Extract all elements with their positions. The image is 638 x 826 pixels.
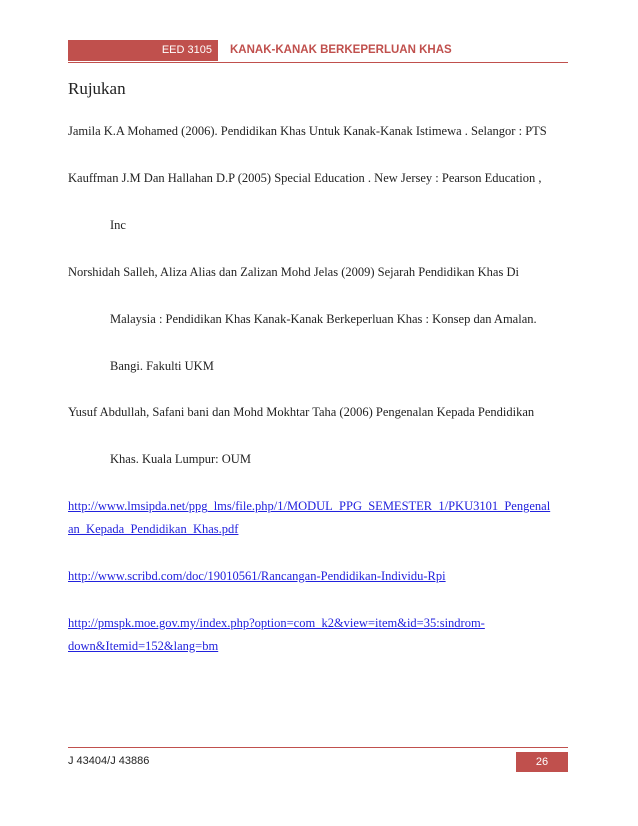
- course-title: KANAK-KANAK BERKEPERLUAN KHAS: [230, 44, 452, 56]
- page-header: [68, 40, 568, 63]
- reference-link[interactable]: down&Itemid=152&lang=bm: [68, 639, 219, 653]
- section-heading: Rujukan: [68, 79, 126, 98]
- page-footer: [68, 747, 568, 774]
- reference-link[interactable]: http://www.scribd.com/doc/19010561/Rancangan-Pendidikan-Individu-Rpi: [68, 569, 446, 583]
- reference-line: Norshidah Salleh, Aliza Alias dan Zalizan Mohd Jelas (2009) Sejarah Pendidikan Khas Di: [68, 265, 519, 279]
- student-ids: J 43404/J 43886: [68, 755, 150, 767]
- reference-line: Jamila K.A Mohamed (2006). Pendidikan Khas Untuk Kanak-Kanak Istimewa . Selangor : PTS: [68, 124, 547, 138]
- reference-line: Inc: [110, 218, 126, 232]
- reference-line: Yusuf Abdullah, Safani bani dan Mohd Mokhtar Taha (2006) Pengenalan Kepada Pendidikan: [68, 405, 535, 419]
- reference-link[interactable]: http://www.lmsipda.net/ppg_lms/file.php/1/MODUL_PPG_SEMESTER_1/PKU3101_Pengenal: [68, 499, 551, 513]
- course-code: EED 3105: [68, 40, 218, 61]
- reference-line: Khas. Kuala Lumpur: OUM: [110, 452, 251, 466]
- reference-link[interactable]: an_Kepada_Pendidikan_Khas.pdf: [68, 522, 239, 536]
- page-number: 26: [516, 752, 568, 772]
- reference-line: Kauffman J.M Dan Hallahan D.P (2005) Special Education . New Jersey : Pearson Education ,: [68, 171, 542, 185]
- reference-line: Malaysia : Pendidikan Khas Kanak-Kanak Berkeperluan Khas : Konsep dan Amalan.: [110, 312, 537, 326]
- reference-line: Bangi. Fakulti UKM: [110, 359, 214, 373]
- reference-link[interactable]: http://pmspk.moe.gov.my/index.php?option=com_k2&view=item&id=35:sindrom-: [68, 616, 485, 630]
